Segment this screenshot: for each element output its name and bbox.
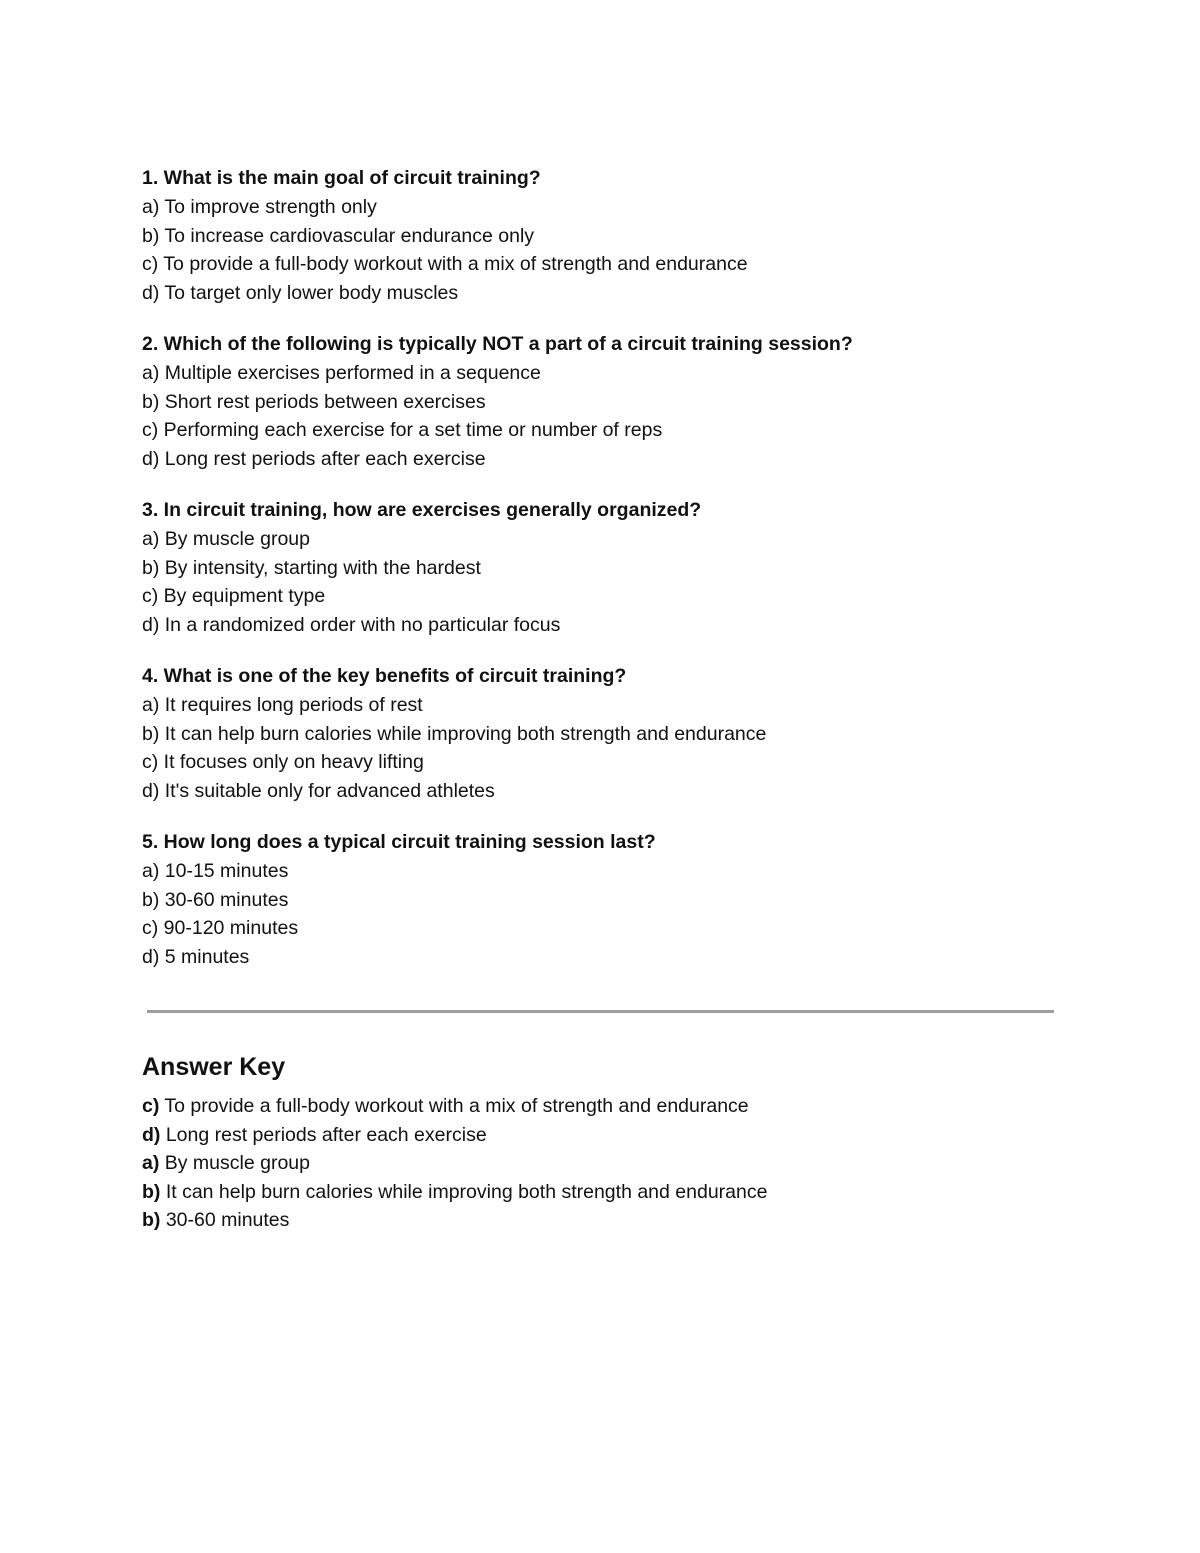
answer-option: c) Performing each exercise for a set time or number of reps: [142, 419, 663, 441]
answer-text: By muscle group: [159, 1152, 310, 1174]
question-4: [142, 662, 1054, 805]
answer-key-item: [142, 1178, 1054, 1207]
answer-option: b) 30-60 minutes: [142, 888, 289, 911]
answer-key-item: [142, 1149, 1054, 1178]
answer-option: a) To improve strength only: [142, 196, 377, 218]
question-title: 3. In circuit training, how are exercises generally organized?: [142, 499, 702, 521]
answer-option: a) Multiple exercises performed in a sequence: [142, 362, 541, 384]
answer-key-item: [142, 1092, 1054, 1121]
answer-text: It can help burn calories while improving both strength and endurance: [160, 1180, 768, 1203]
answer-option: b) It can help burn calories while improving both strength and endurance: [142, 722, 767, 745]
answer-option: b) By intensity, starting with the hardest: [142, 556, 481, 579]
answer-option: b) To increase cardiovascular endurance only: [142, 224, 535, 247]
question-title: 5. How long does a typical circuit training session last?: [142, 831, 656, 853]
answer-key-item: [142, 1206, 1054, 1235]
question-5: [142, 828, 1054, 971]
answer-letter: b): [142, 1180, 161, 1203]
answer-text: 30-60 minutes: [160, 1209, 290, 1231]
question-title: 1. What is the main goal of circuit training?: [142, 167, 541, 189]
question-title: 4. What is one of the key benefits of circuit training?: [142, 665, 627, 687]
question-1: [142, 164, 1054, 307]
answer-option: a) It requires long periods of rest: [142, 694, 423, 716]
answer-option: a) By muscle group: [142, 528, 310, 550]
horizontal-divider: [147, 1010, 1054, 1013]
answer-option: c) To provide a full-body workout with a mix of strength and endurance: [142, 253, 748, 275]
answer-option: d) Long rest periods after each exercise: [142, 447, 486, 470]
answer-letter: a): [142, 1152, 160, 1174]
answer-option: c) 90-120 minutes: [142, 917, 299, 939]
answer-letter: c): [142, 1095, 160, 1117]
answer-letter: b): [142, 1209, 161, 1231]
answer-option: c) It focuses only on heavy lifting: [142, 751, 424, 773]
question-2: [142, 330, 1054, 473]
quiz-questions: [142, 164, 1054, 994]
answer-key-item: [142, 1121, 1054, 1150]
answer-key: [142, 1048, 1054, 1235]
answer-option: d) 5 minutes: [142, 945, 250, 968]
question-3: [142, 496, 1054, 639]
answer-option: c) By equipment type: [142, 585, 326, 607]
answer-option: d) To target only lower body muscles: [142, 281, 459, 304]
answer-option: d) It's suitable only for advanced athletes: [142, 779, 495, 802]
answer-text: Long rest periods after each exercise: [160, 1123, 487, 1146]
answer-key-heading: Answer Key: [142, 1053, 286, 1081]
answer-text: To provide a full-body workout with a mix of strength and endurance: [159, 1095, 749, 1117]
answer-letter: d): [142, 1123, 161, 1146]
answer-option: d) In a randomized order with no particular focus: [142, 613, 561, 636]
answer-option: a) 10-15 minutes: [142, 860, 289, 882]
answer-option: b) Short rest periods between exercises: [142, 390, 486, 413]
question-title: 2. Which of the following is typically NOT a part of a circuit training session?: [142, 333, 853, 355]
